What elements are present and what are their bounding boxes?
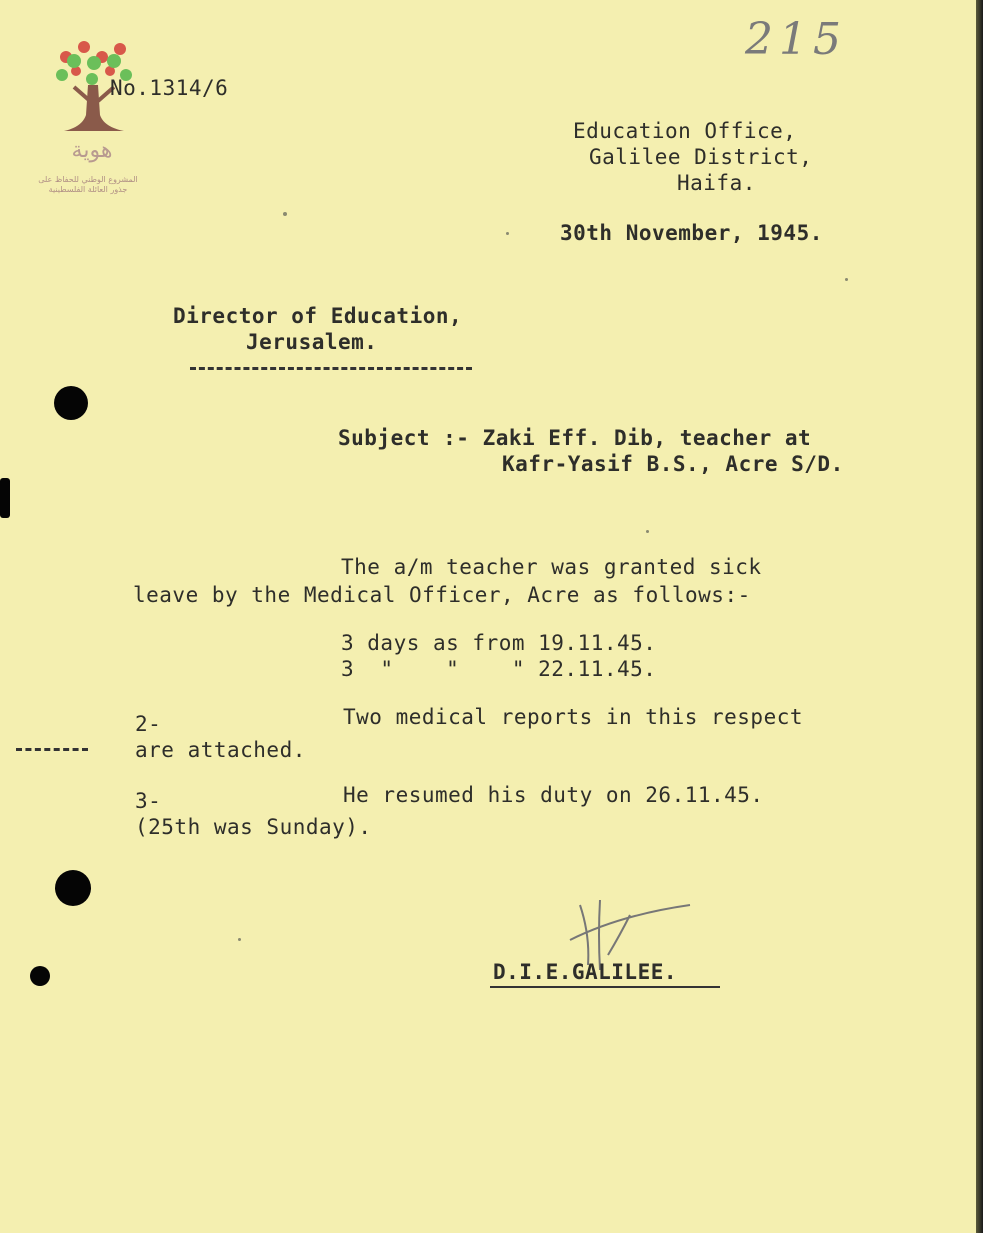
recipient-line2: Jerusalem.	[246, 330, 378, 354]
handwritten-page-number: 215	[745, 14, 847, 65]
paragraph1-line2: leave by the Medical Officer, Acre as follows:-	[133, 583, 751, 607]
paragraph2-number: 2-	[135, 712, 162, 736]
edge-mark	[0, 478, 10, 518]
subject-line1: Subject :- Zaki Eff. Dib, teacher at	[338, 426, 812, 450]
tree-logo-icon	[44, 35, 154, 195]
logo-name: هوية	[71, 138, 113, 163]
paragraph3-number: 3-	[135, 789, 162, 813]
logo-caption-line1: المشروع الوطني للحفاظ على	[38, 175, 138, 184]
margin-dash-mark	[16, 748, 88, 751]
reference-number: No.1314/6	[110, 76, 229, 100]
punch-hole-bottom	[55, 870, 91, 906]
paper-speck	[646, 530, 649, 533]
recipient-underline	[190, 367, 472, 370]
signature-block: D.I.E.GALILEE.	[493, 960, 678, 984]
paper-speck	[283, 212, 287, 216]
paragraph2-line1: Two medical reports in this respect	[343, 705, 804, 729]
page-edge-shadow	[976, 0, 983, 1233]
paper-speck	[845, 278, 848, 281]
punch-hole-fragment	[30, 966, 50, 986]
paper-speck	[238, 938, 241, 941]
paragraph3-line2: (25th was Sunday).	[135, 815, 372, 839]
paragraph1-line1: The a/m teacher was granted sick	[341, 555, 762, 579]
signature-underline	[490, 986, 720, 988]
sender-address-line1: Education Office,	[573, 119, 797, 143]
logo-caption-line2: جذور العائلة الفلسطينية	[48, 185, 128, 194]
letter-date: 30th November, 1945.	[560, 221, 823, 245]
paragraph2-line2: are attached.	[135, 738, 306, 762]
recipient-line1: Director of Education,	[173, 304, 463, 328]
sender-address-line2: Galilee District,	[589, 145, 813, 169]
leave-list-line1: 3 days as from 19.11.45.	[341, 631, 657, 655]
leave-list-line2: 3 " " " 22.11.45.	[341, 657, 657, 681]
paragraph3-line1: He resumed his duty on 26.11.45.	[343, 783, 764, 807]
paper-speck	[506, 232, 509, 235]
subject-line2: Kafr-Yasif B.S., Acre S/D.	[502, 452, 844, 476]
sender-address-line3: Haifa.	[677, 171, 756, 195]
punch-hole-top	[54, 386, 88, 420]
